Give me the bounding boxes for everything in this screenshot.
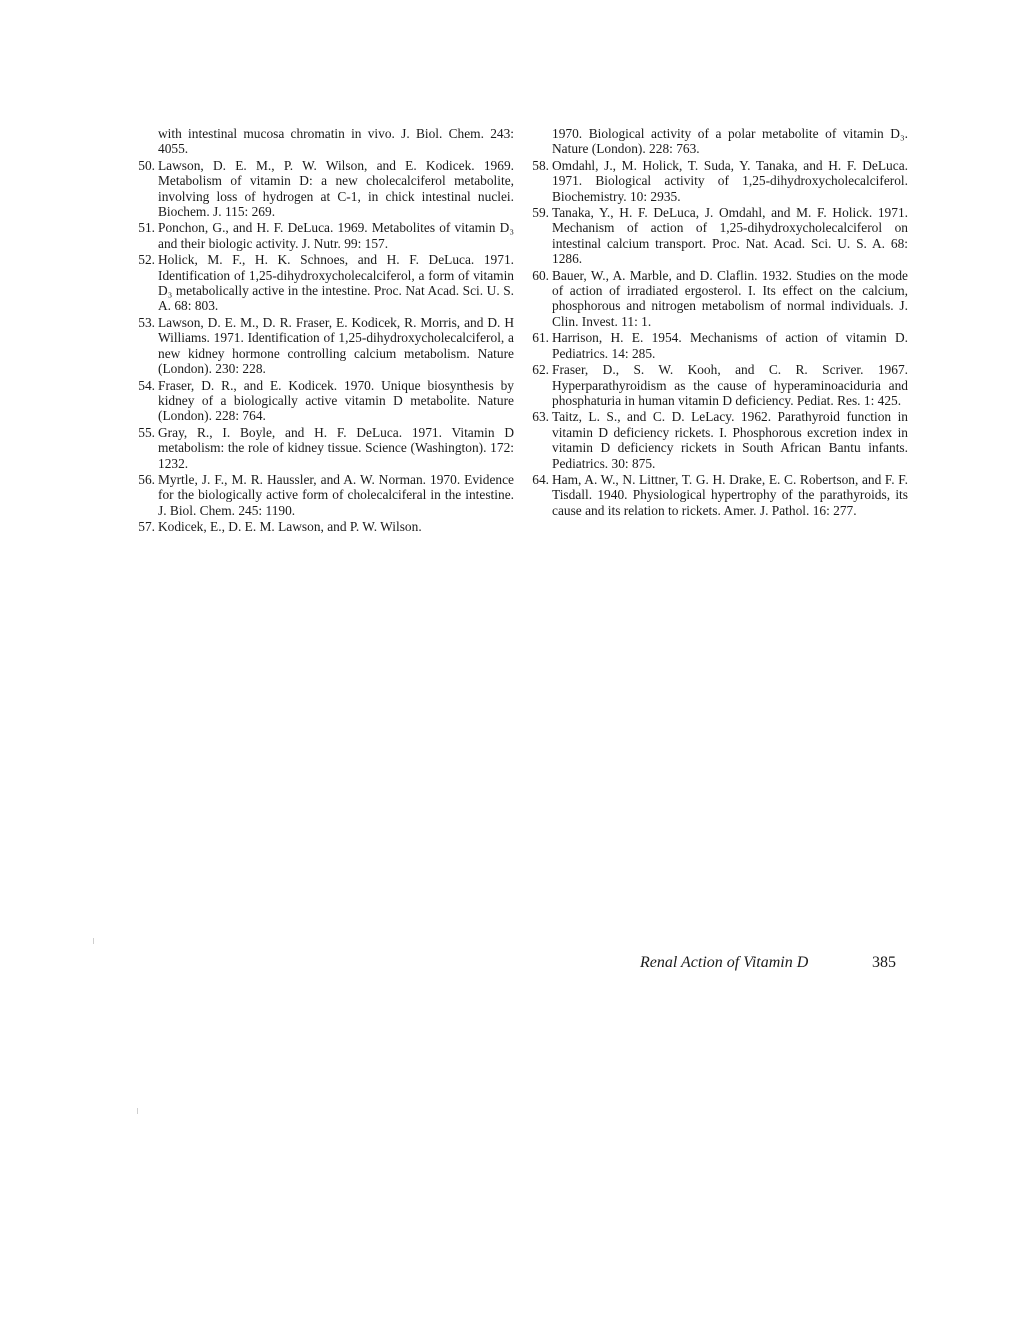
reference-text: Bauer, W., A. Marble, and D. Claflin. 1932. Studies on the mode of action of irradiated ergosterol. I. Its effect on the calcium, phosphorous and nitrogen metabolism of normal individuals. J. Clin. Invest. 11: 1. bbox=[552, 267, 908, 329]
reference-number: 54. bbox=[138, 377, 155, 393]
page-number: 385 bbox=[872, 954, 896, 971]
reference-number: 52. bbox=[138, 252, 155, 268]
reference-column-right bbox=[532, 126, 908, 519]
reference-continuation: with intestinal mucosa chromatin in vivo. J. Biol. Chem. 243: 4055. bbox=[158, 126, 514, 157]
reference-number: 50. bbox=[138, 157, 155, 173]
reference-number: 51. bbox=[138, 220, 155, 236]
reference-number: 57. bbox=[138, 519, 155, 535]
reference-entry bbox=[532, 362, 908, 408]
reference-entry bbox=[138, 157, 514, 220]
reference-text: Myrtle, J. F., M. R. Haussler, and A. W. Norman. 1970. Evidence for the biologically active form of cholecalciferal in the intestine. J. Biol. Chem. 245: 1190. bbox=[158, 471, 514, 518]
reference-number: 64. bbox=[532, 471, 549, 487]
reference-text: Ponchon, G., and H. F. DeLuca. 1969. Metabolites of vitamin D₃ and their biologic activity. J. Nutr. 99: 157. bbox=[158, 220, 514, 251]
reference-number: 53. bbox=[138, 314, 155, 330]
reference-text: Omdahl, J., M. Holick, T. Suda, Y. Tanaka, and H. F. DeLuca. 1971. Biological activity of 1,25-dihydroxycholecalciferol. Biochemistry. 10: 2935. bbox=[552, 157, 908, 204]
scan-speck bbox=[93, 938, 94, 944]
reference-entry bbox=[532, 267, 908, 330]
reference-entry bbox=[138, 377, 514, 424]
reference-entry bbox=[532, 157, 908, 204]
reference-text: Taitz, L. S., and C. D. LeLacy. 1962. Parathyroid function in vitamin D deficiency rickets. I. Phosphorous excretion index in vitamin D deficiency rickets in South African Bantu infants. Pediatrics. 30: 875. bbox=[552, 409, 908, 471]
reference-entry bbox=[532, 205, 908, 267]
reference-entry bbox=[138, 314, 514, 377]
reference-text: Harrison, H. E. 1954. Mechanisms of action of vitamin D. Pediatrics. 14: 285. bbox=[552, 330, 908, 361]
reference-entry bbox=[138, 471, 514, 518]
reference-text: Lawson, D. E. M., D. R. Fraser, E. Kodicek, R. Morris, and D. H Williams. 1971. Identification of 1,25-dihydroxycholecalciferol, a new kidney hormone controlling calcium metabolism. Nature (London). 230: 228. bbox=[158, 314, 514, 377]
reference-entry bbox=[532, 330, 908, 361]
reference-number: 60. bbox=[532, 267, 549, 283]
scan-speck bbox=[137, 1108, 138, 1114]
reference-number: 55. bbox=[138, 424, 155, 440]
reference-text: Holick, M. F., H. K. Schnoes, and H. F. DeLuca. 1971. Identification of 1,25-dihydroxycholecalciferol, a form of vitamin D₃ metabolically active in the intestine. Proc. Nat Acad. Sci. U. S. A. 68: 803. bbox=[158, 252, 514, 314]
reference-number: 56. bbox=[138, 471, 155, 487]
reference-entry bbox=[138, 519, 514, 535]
reference-text: Ham, A. W., N. Littner, T. G. H. Drake, E. C. Robertson, and F. F. Tisdall. 1940. Physiological hypertrophy of the parathyroids, its cause and its relation to rickets. Amer. J. Pathol. 16: 277. bbox=[552, 471, 908, 518]
reference-entry bbox=[138, 424, 514, 471]
reference-text: Gray, R., I. Boyle, and H. F. DeLuca. 1971. Vitamin D metabolism: the role of kidney tissue. Science (Washington). 172: 1232. bbox=[158, 424, 514, 471]
reference-text: Lawson, D. E. M., P. W. Wilson, and E. Kodicek. 1969. Metabolism of vitamin D: a new cholecalciferol metabolite, involving loss of hydrogen at C-1, in chick intestinal nuclei. Biochem. J. 115: 269. bbox=[158, 157, 514, 220]
reference-number: 61. bbox=[532, 330, 549, 346]
reference-continuation: 1970. Biological activity of a polar metabolite of vitamin D₃. Nature (London). 228: 763. bbox=[552, 126, 908, 157]
reference-text: Tanaka, Y., H. F. DeLuca, J. Omdahl, and M. F. Holick. 1971. Mechanism of action of 1,25-dihydroxycholecalciferol on intestinal calcium transport. Proc. Nat. Acad. Sci. U. S. A. 68: 1286. bbox=[552, 205, 908, 267]
reference-entry bbox=[138, 220, 514, 251]
reference-list bbox=[138, 157, 514, 535]
reference-number: 58. bbox=[532, 157, 549, 173]
reference-entry bbox=[532, 471, 908, 518]
reference-text: Fraser, D. R., and E. Kodicek. 1970. Unique biosynthesis by kidney of a biologically active vitamin D metabolite. Nature (London). 228: 764. bbox=[158, 377, 514, 424]
reference-number: 63. bbox=[532, 409, 549, 425]
reference-entry bbox=[138, 252, 514, 314]
reference-list bbox=[532, 157, 908, 518]
reference-column-left bbox=[138, 126, 514, 536]
reference-number: 59. bbox=[532, 205, 549, 221]
reference-text: Fraser, D., S. W. Kooh, and C. R. Scriver. 1967. Hyperparathyroidism as the cause of hyperaminoaciduria and phosphaturia in human vitamin D deficiency. Pediat. Res. 1: 425. bbox=[552, 362, 908, 408]
reference-entry bbox=[532, 409, 908, 471]
running-title: Renal Action of Vitamin D bbox=[640, 954, 809, 971]
reference-number: 62. bbox=[532, 362, 549, 378]
reference-text: Kodicek, E., D. E. M. Lawson, and P. W. Wilson. bbox=[158, 519, 422, 535]
